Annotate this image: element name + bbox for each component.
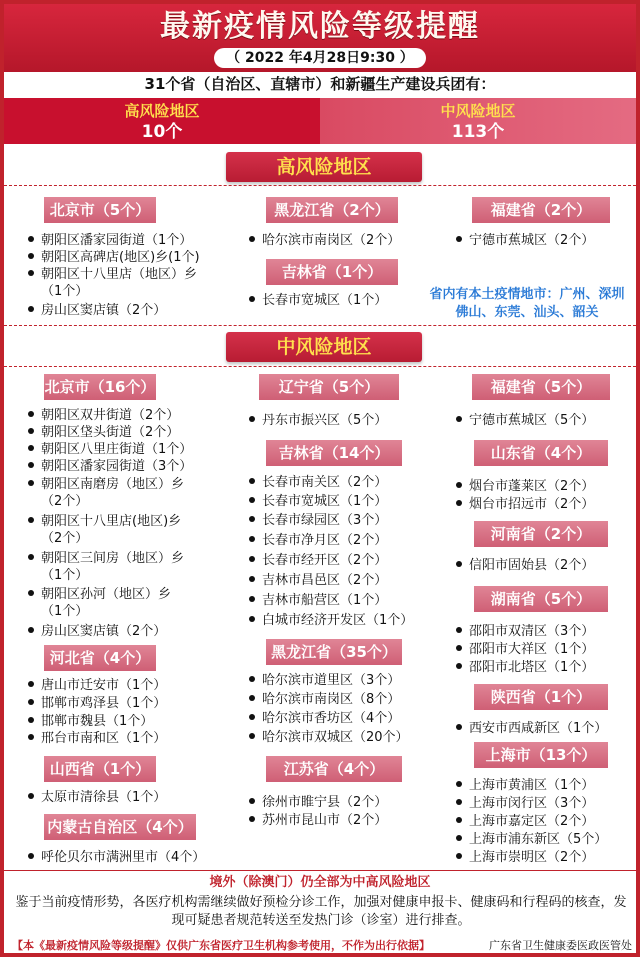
bullet-icon <box>456 835 462 841</box>
list-item: 朝阳区南磨房（地区）乡 <box>28 476 184 493</box>
high-fujian-title: 福建省（2个） <box>472 197 610 223</box>
list-item: 上海市黄浦区（1个） <box>456 777 594 794</box>
list-item: 长春市南关区（2个） <box>249 474 387 491</box>
bullet-icon <box>456 500 462 506</box>
header <box>4 4 636 72</box>
list-item: 吉林市船营区（1个） <box>249 592 387 609</box>
bullet-icon <box>249 556 255 562</box>
list-item: 朝阳区双井街道（2个） <box>28 407 179 424</box>
list-item: 哈尔滨市道里区（3个） <box>249 672 400 689</box>
list-item: 长春市绿园区（3个） <box>249 512 387 529</box>
bullet-icon <box>28 236 34 242</box>
bullet-icon <box>28 411 34 417</box>
list-item: 房山区窦店镇（2个） <box>28 302 166 319</box>
mid-jiangsu-title: 江苏省（4个） <box>266 756 402 782</box>
bullet-icon <box>28 793 34 799</box>
bullet-icon <box>249 416 255 422</box>
list-item: 哈尔滨市南岗区（8个） <box>249 691 400 708</box>
list-item: 信阳市固始县（2个） <box>456 557 594 574</box>
bullet-icon <box>28 517 34 523</box>
list-item: （1个） <box>41 284 89 299</box>
bullet-icon <box>28 480 34 486</box>
bullet-icon <box>456 853 462 859</box>
mid-shanxi-title: 山西省（1个） <box>44 756 156 782</box>
bullet-icon <box>28 462 34 468</box>
list-item: 哈尔滨市香坊区（4个） <box>249 710 400 727</box>
list-item: 朝阳区孙河（地区）乡 <box>28 586 171 603</box>
list-item: 朝阳区十八里店(地区)乡 <box>28 513 181 530</box>
mid-beijing-title: 北京市（16个） <box>44 374 156 400</box>
page-title: 最新疫情风险等级提醒 <box>160 9 480 44</box>
list-item: 朝阳区三间房（地区）乡 <box>28 550 184 567</box>
list-item: 上海市浦东新区（5个） <box>456 831 607 848</box>
list-item: 徐州市睢宁县（2个） <box>249 794 387 811</box>
list-item: 上海市闵行区（3个） <box>456 795 594 812</box>
bullet-icon <box>456 482 462 488</box>
bullet-icon <box>28 253 34 259</box>
bullet-icon <box>28 445 34 451</box>
issuing-organization: 广东省卫生健康委医政医管处 <box>489 939 632 952</box>
list-item: 邢台市南和区（1个） <box>28 730 166 747</box>
high-risk-label: 高风险地区 <box>124 102 200 120</box>
bullet-icon <box>456 817 462 823</box>
list-item: 丹东市振兴区（5个） <box>249 412 387 429</box>
mid-heilongjiang-title: 黑龙江省（35个） <box>266 639 402 665</box>
high-risk-count: 10个 <box>141 122 183 142</box>
bullet-icon <box>456 781 462 787</box>
mid-jilin-title: 吉林省（14个） <box>266 440 402 466</box>
list-item: 宁德市蕉城区（5个） <box>456 412 594 429</box>
high-jilin-title: 吉林省（1个） <box>266 259 398 285</box>
list-item: （2个） <box>41 494 89 509</box>
high-risk-summary <box>4 98 320 144</box>
divider <box>4 325 636 326</box>
list-item: 房山区窦店镇（2个） <box>28 623 166 640</box>
summary-line: 31个省（自治区、直辖市）和新疆生产建设兵团有： <box>144 75 496 93</box>
bullet-icon <box>456 799 462 805</box>
divider <box>4 366 636 367</box>
guangdong-note: 省内有本土疫情地市：广州、深圳 佛山、东莞、汕头、韶关 <box>429 287 625 320</box>
list-item: 烟台市招远市（2个） <box>456 496 594 513</box>
high-risk-section-banner: 高风险地区 <box>226 152 422 182</box>
bullet-icon <box>249 616 255 622</box>
bullet-icon <box>28 734 34 740</box>
bullet-icon <box>249 296 255 302</box>
list-item: 上海市崇明区（2个） <box>456 849 594 866</box>
list-item: 邯郸市魏县（1个） <box>28 713 153 730</box>
list-item: 朝阳区高碑店(地区)乡(1个) <box>28 249 200 266</box>
bullet-icon <box>249 236 255 242</box>
bullet-icon <box>456 236 462 242</box>
list-item: 唐山市迁安市（1个） <box>28 677 166 694</box>
list-item: 邵阳市双清区（3个） <box>456 623 594 640</box>
list-item: 上海市嘉定区（2个） <box>456 813 594 830</box>
overseas-note: 境外（除澳门）仍全部为中高风险地区 <box>209 875 431 890</box>
mid-fujian-title: 福建省（5个） <box>472 374 610 400</box>
list-item: 朝阳区潘家园街道（1个） <box>28 232 192 249</box>
advice-text: 鉴于当前疫情形势，各医疗机构需继续做好预检分诊工作，加强对健康申报卡、健康码和行程码的核查，发现可疑患者规范转送至发热门诊（诊室）进行排查。 <box>15 895 627 928</box>
bullet-icon <box>28 590 34 596</box>
bullet-icon <box>249 676 255 682</box>
divider <box>4 185 636 186</box>
list-item: 哈尔滨市南岗区（2个） <box>249 232 400 249</box>
bullet-icon <box>28 306 34 312</box>
list-item: 朝阳区八里庄街道（1个） <box>28 441 192 458</box>
bullet-icon <box>249 714 255 720</box>
bullet-icon <box>28 717 34 723</box>
list-item: 吉林市昌邑区（2个） <box>249 572 387 589</box>
list-item: 西安市西咸新区（1个） <box>456 720 607 737</box>
list-item: （2个） <box>41 531 89 546</box>
mid-risk-count: 113个 <box>451 122 505 142</box>
bullet-icon <box>28 699 34 705</box>
list-item: （1个） <box>41 568 89 583</box>
risk-summary-bar <box>4 98 636 144</box>
list-item: 白城市经济开发区（1个） <box>249 612 413 629</box>
bullet-icon <box>249 478 255 484</box>
list-item: 朝阳区垡头街道（2个） <box>28 424 179 441</box>
high-beijing-title: 北京市（5个） <box>44 197 156 223</box>
mid-shaanxi-title: 陕西省（1个） <box>474 684 608 710</box>
list-item: 朝阳区潘家园街道（3个） <box>28 458 192 475</box>
list-item: 呼伦贝尔市满洲里市（4个） <box>28 849 205 866</box>
mid-risk-label: 中风险地区 <box>440 102 516 120</box>
bullet-icon <box>456 724 462 730</box>
list-item: 邯郸市鸡泽县（1个） <box>28 695 166 712</box>
mid-shanghai-title: 上海市（13个） <box>474 742 608 768</box>
bullet-icon <box>28 681 34 687</box>
bullet-icon <box>456 663 462 669</box>
bullet-icon <box>28 627 34 633</box>
bullet-icon <box>249 695 255 701</box>
mid-henan-title: 河南省（2个） <box>474 521 608 547</box>
list-item: 邵阳市大祥区（1个） <box>456 641 594 658</box>
list-item: 太原市清徐县（1个） <box>28 789 166 806</box>
list-item: 宁德市蕉城区（2个） <box>456 232 594 249</box>
bullet-icon <box>28 428 34 434</box>
list-item: 烟台市蓬莱区（2个） <box>456 478 594 495</box>
mid-neimenggu-title: 内蒙古自治区（4个） <box>44 814 196 840</box>
bullet-icon <box>249 497 255 503</box>
list-item: 长春市宽城区（1个） <box>249 493 387 510</box>
footer-divider <box>4 870 636 871</box>
mid-liaoning-title: 辽宁省（5个） <box>259 374 399 400</box>
bullet-icon <box>249 596 255 602</box>
list-item: 朝阳区十八里店（地区）乡 <box>28 266 197 283</box>
mid-hebei-title: 河北省（4个） <box>44 645 156 671</box>
mid-shandong-title: 山东省（4个） <box>474 440 608 466</box>
bullet-icon <box>28 270 34 276</box>
list-item: 邵阳市北塔区（1个） <box>456 659 594 676</box>
disclaimer: 【本《最新疫情风险等级提醒》仅供广东省医疗卫生机构参考使用，不作为出行依据】 <box>12 939 430 952</box>
bullet-icon <box>249 798 255 804</box>
bullet-icon <box>249 733 255 739</box>
bullet-icon <box>456 645 462 651</box>
bullet-icon <box>249 576 255 582</box>
date-badge: （ 2022 年4月28日9:30 ） <box>214 48 426 68</box>
bullet-icon <box>28 554 34 560</box>
list-item: 长春市经开区（2个） <box>249 552 387 569</box>
bullet-icon <box>249 516 255 522</box>
bullet-icon <box>28 853 34 859</box>
list-item: 长春市宽城区（1个） <box>249 292 387 309</box>
bullet-icon <box>456 561 462 567</box>
mid-hunan-title: 湖南省（5个） <box>474 586 608 612</box>
bullet-icon <box>456 416 462 422</box>
list-item: 长春市净月区（2个） <box>249 532 387 549</box>
high-heilongjiang-title: 黑龙江省（2个） <box>266 197 398 223</box>
mid-risk-section-banner: 中风险地区 <box>226 332 422 362</box>
list-item: 苏州市昆山市（2个） <box>249 812 387 829</box>
bullet-icon <box>249 816 255 822</box>
mid-risk-summary <box>320 98 636 144</box>
list-item: 哈尔滨市双城区（20个） <box>249 729 409 746</box>
bullet-icon <box>456 627 462 633</box>
bullet-icon <box>249 536 255 542</box>
list-item: （1个） <box>41 604 89 619</box>
